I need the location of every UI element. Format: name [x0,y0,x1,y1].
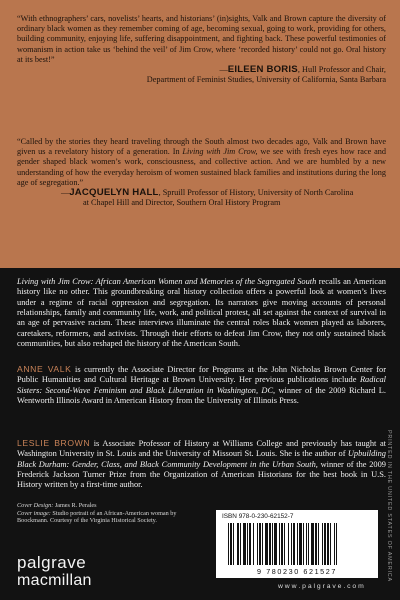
quote-attribution: —JACQUELYN HALL, Spruill Professor of History, University of North Carolina at Chapel Hill and Director, Southern Oral History Program [61,187,354,208]
endorsement-quote [17,137,386,208]
barcode-bar [237,523,239,565]
author-name: LESLIE BROWN [17,438,91,448]
barcode-bar [279,523,280,565]
barcode-bar [322,523,323,565]
publisher-name-line2: macmillan [17,572,92,589]
barcode-bar [272,523,273,565]
barcode-bar [269,523,271,565]
quote-author-name: EILEEN BORIS [227,64,298,76]
barcode-bar [243,523,246,565]
author-book-title: Upbuilding Black Durham: Gender, Class, and Black Community Development in the Urban South [17,449,386,469]
quote-text: “With ethnographers’ cars, novelists’ hearts, and historians’ (in)sights, Valk and Brown capture the diversity of ordinary black women as they remember coming of age, becoming sexual, going to work, providing for others, building community, enjoying life, suffering disappointment, and fighting back. These powerful testimonies of womanism in action take us ‘behind the veil’ of Jim Crow, where ‘recorded history’ could not go. Oral history at its best!” [17,14,386,64]
barcode-bar [324,523,326,565]
barcode-bar [327,523,329,565]
quote-book-title: Living with Jim Crow, [182,147,258,157]
quote-attribution: —EILEEN BORIS, Hull Professor and Chair, Department of Feminist Studies, University of California, Santa Barbara [146,64,386,85]
barcode-bar [253,523,254,565]
cover-image-credit: Cover image: Studio portrait of an African-American woman by Boockmann. Courtesy of the Virginia Historical Society. [17,509,177,525]
barcode-bar [297,523,298,565]
quote-author-role: , Hull Professor and Chair, [297,65,386,75]
barcode-bar [334,523,335,565]
barcode-bar [233,523,234,565]
barcode-bar [262,523,263,565]
author-bio-brown: LESLIE BROWN is Associate Professor of History at Williams College and previously has taught at Washington University in St. Louis and the University of Missouri St. Louis. She is the author of Upbuilding Black Durham: Gender, Class, and Black Community Development in the Urban South, winner of the 2009 Frederick Jackson Turner Prize from the Organization of American Historians for the best book in U.S. History written by a first-time author. [17,438,386,490]
barcode-bar [230,523,232,565]
barcode-bar [293,523,295,565]
barcode-bar [303,523,304,565]
barcode-bar [308,523,309,565]
barcode-bar [249,523,251,565]
barcode-bar [284,523,285,565]
author-book-title: Radical Sisters: Second-Wave Feminism and Black Liberation in Washington, DC [17,375,386,395]
barcode-bar [311,523,314,565]
barcode-bar [265,523,268,565]
quote-text: “Called by the stories they heard traveling through the South almost two decades ago, Valk and Brown have given us a revelatory history of a generation. In Living with Jim Crow, we see with fresh eyes how race and gender shaped black women’s work, consciousness, and collective action. And we are humbled by a new understanding of how the everyday heroism of women sustained black families and institutions during the long age of segregation.” [17,137,387,187]
barcode-digits: 9 780230 621527 [257,567,337,576]
book-description: Living with Jim Crow: African American Women and Memories of the Segregated South recalls an American history like no other. This groundbreaking oral history collection offers a powerful look at women’s lives under a regime of racial oppression and segregation. Its narrators give moving accounts of personal relationships, family and community life, work, and political protest, all set against the context of survival in an age of pervasive racism. These interviews illuminate the central roles black women played as laborers, caretakers, reformers, and activists. Through their efforts to defeat Jim Crow, they not only sustained black communities, but also reshaped the history of the American South. [17,277,386,349]
barcode-bar [259,523,261,565]
cover-design-credit: Cover Design: James R. Perales [17,502,97,509]
barcode-bar [228,523,229,565]
publisher-website[interactable]: w w w . p a l g r a v e . c o m [278,583,364,590]
endorsement-quote [17,14,386,85]
barcode-bar [291,523,292,565]
barcode-bar [257,523,258,565]
printed-in-note: PRINTED IN THE UNITED STATES OF AMERICA [386,430,392,582]
barcode-bar [274,523,277,565]
barcode-bar [336,523,337,565]
barcode-bar [240,523,241,565]
isbn-barcode [216,510,378,578]
publisher-name-line1: palgrave [17,553,87,572]
quote-author-affiliation: at Chapel Hill and Director, Southern Oral History Program [83,198,281,208]
quote-author-name: JACQUELYN HALL [69,187,159,199]
barcode-bar [318,523,319,565]
author-bio-valk: ANNE VALK is currently the Associate Director for Programs at the John Nicholas Brown Center for Public Humanities and Cultural Heritage at Brown University. Her previous publications include Radical Sisters: Second-Wave Feminism and Black Liberation in Washington, DC, winner of the 2009 Richard L. Wentworth Illinois Award in American History from the University of Illinois Press. [17,364,387,406]
publisher-logo [17,554,92,590]
barcode-bar [247,523,248,565]
author-name: ANNE VALK [17,364,72,374]
quote-author-role: , Spruill Professor of History, University of North Carolina [158,188,354,198]
cover-credits [17,502,187,525]
quote-author-affiliation: Department of Feminist Studies, University of California, Santa Barbara [146,75,386,85]
barcode-bar [306,523,307,565]
barcode-bar [299,523,302,565]
book-title: Living with Jim Crow: African American Women and Memories of the Segregated South [17,277,317,286]
barcode-bar [281,523,283,565]
barcode-bar [315,523,317,565]
barcode-bar [330,523,331,565]
barcode-bar [288,523,289,565]
isbn-label: ISBN 978-0-230-62152-7 [222,513,294,520]
